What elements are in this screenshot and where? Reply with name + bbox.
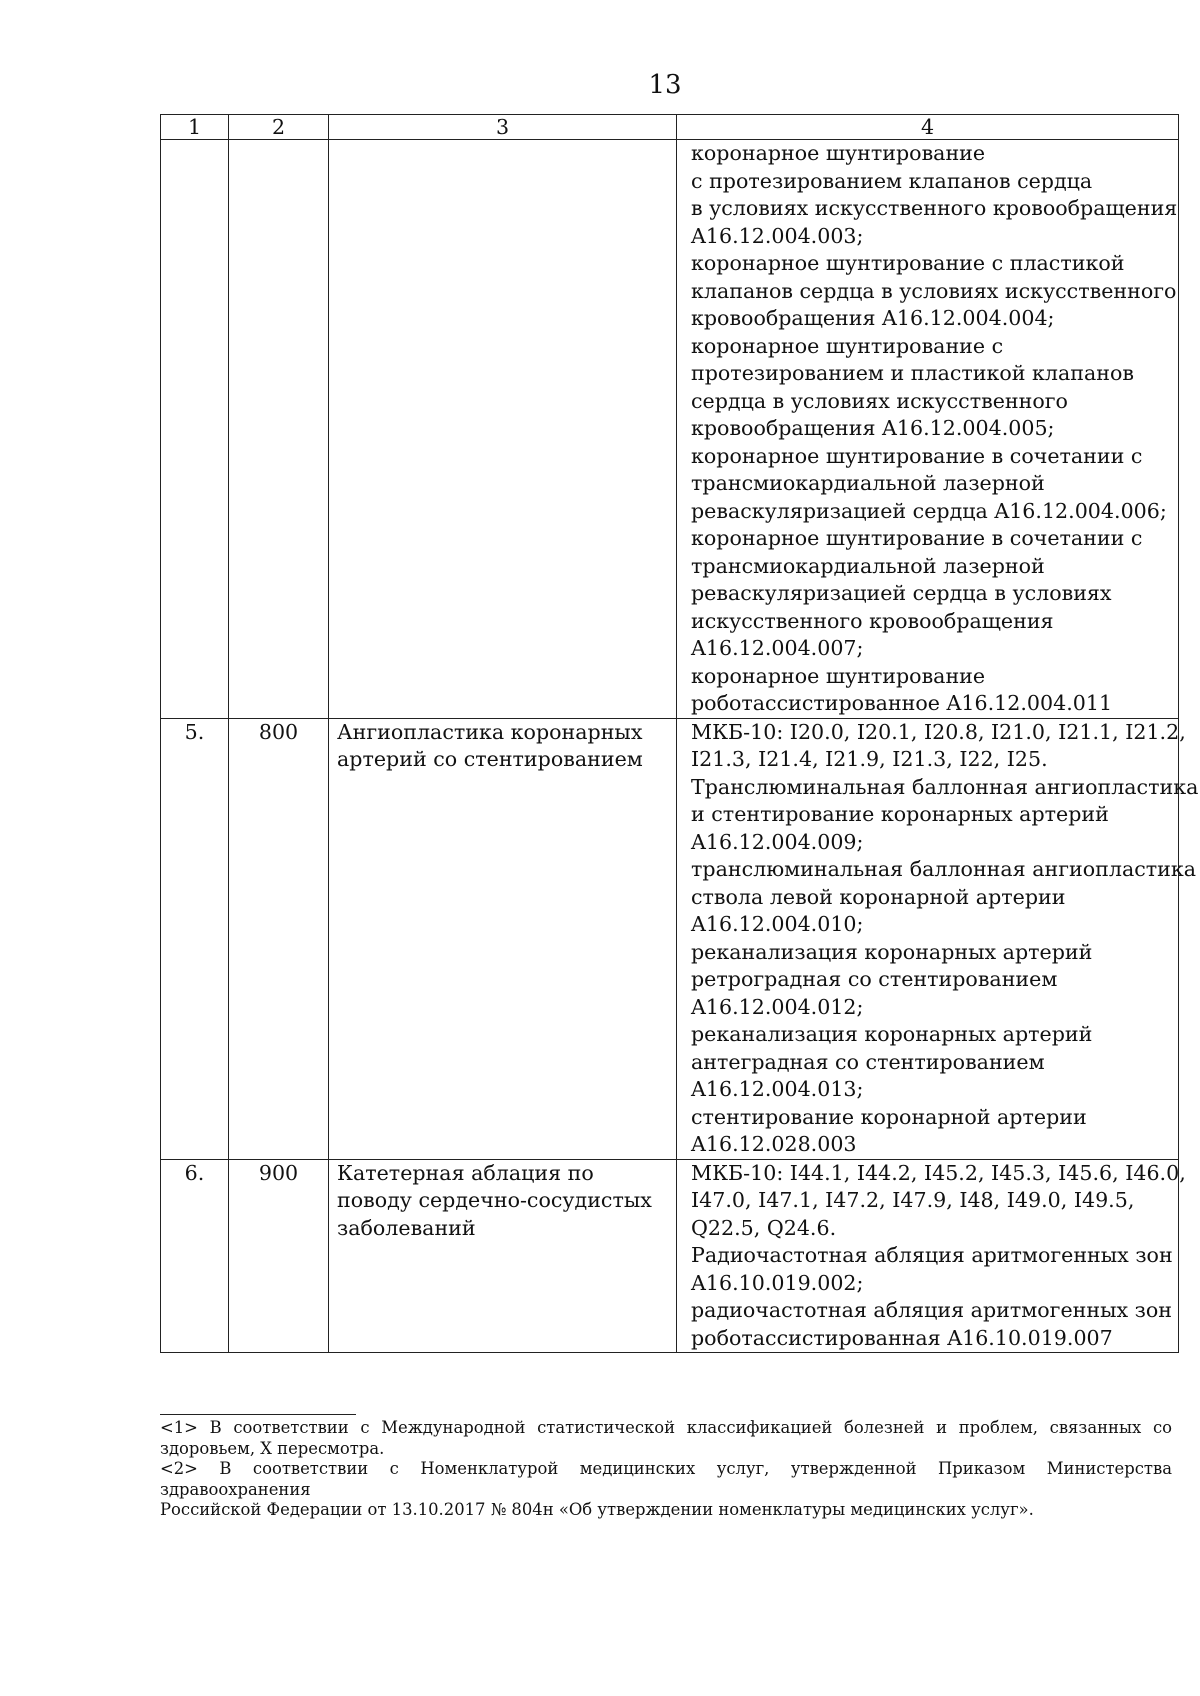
details-line: с протезированием клапанов сердца bbox=[691, 168, 1093, 193]
header-col-3: 3 bbox=[329, 115, 677, 140]
row-number: 6. bbox=[161, 1159, 229, 1353]
details-line: реканализация коронарных артерий bbox=[691, 939, 1093, 964]
row-service-name bbox=[329, 718, 677, 1159]
header-col-1: 1 bbox=[161, 115, 229, 140]
table-body bbox=[161, 115, 1199, 1353]
row-service-name bbox=[329, 1159, 677, 1353]
details-line: коронарное шунтирование с bbox=[691, 333, 1004, 358]
footnote-2-line-2: Российской Федерации от 13.10.2017 № 804н «Об утверждении номенклатуры медицинских услуг». bbox=[160, 1500, 1034, 1519]
service-name-line: поводу сердечно-сосудистых bbox=[337, 1188, 652, 1212]
footnote-2-line-1: <2> В соответствии с Номенклатурой медицинских услуг, утвержденной Приказом Министерства здравоохранения bbox=[160, 1459, 1172, 1499]
details-line: ретроградная со стентированием bbox=[691, 967, 1058, 991]
details-line: протезированием и пластикой клапанов bbox=[691, 361, 1135, 385]
footnote-separator bbox=[160, 1414, 356, 1415]
details-line: клапанов сердца в условиях искусственного bbox=[691, 278, 1177, 303]
details-line: роботассистированная A16.10.019.007 bbox=[691, 1325, 1113, 1350]
page-number: 13 bbox=[648, 70, 682, 100]
details-line: A16.12.004.012; bbox=[691, 994, 864, 1019]
details-line: коронарное шунтирование в сочетании с bbox=[691, 526, 1143, 550]
details-line: A16.12.004.013; bbox=[691, 1077, 864, 1101]
row-code: 800 bbox=[229, 718, 329, 1159]
details-line: A16.12.004.003; bbox=[691, 223, 864, 248]
service-name-line: Катетерная аблация по bbox=[337, 1160, 594, 1185]
details-line: A16.12.028.003 bbox=[691, 1132, 857, 1156]
details-line: МКБ-10: I44.1, I44.2, I45.2, I45.3, I45.6, I46.0, bbox=[691, 1160, 1186, 1185]
footnotes bbox=[160, 1418, 1172, 1521]
row-service-name bbox=[329, 140, 677, 719]
details-line: коронарное шунтирование с пластикой bbox=[691, 251, 1125, 275]
header-col-4: 4 bbox=[677, 115, 1179, 140]
footnote-1-line-2: здоровьем, X пересмотра. bbox=[160, 1438, 385, 1458]
details-line: A16.12.004.007; bbox=[691, 636, 864, 660]
details-line: транслюминальная баллонная ангиопластика bbox=[691, 857, 1197, 881]
service-name-line: Ангиопластика коронарных bbox=[337, 719, 643, 744]
details-line: в условиях искусственного кровообращения bbox=[691, 196, 1178, 220]
details-line: антеградная со стентированием bbox=[691, 1049, 1045, 1074]
details-line: A16.10.019.002; bbox=[691, 1270, 864, 1295]
details-line: МКБ-10: I20.0, I20.1, I20.8, I21.0, I21.1, I21.2, bbox=[691, 719, 1186, 744]
details-line: кровообращения A16.12.004.004; bbox=[691, 306, 1055, 330]
details-line: радиочастотная абляция аритмогенных зон bbox=[691, 1298, 1173, 1322]
details-line: сердца в условиях искусственного bbox=[691, 388, 1068, 413]
details-line: коронарное шунтирование в сочетании с bbox=[691, 443, 1143, 468]
details-line: A16.12.004.010; bbox=[691, 912, 864, 936]
details-line: Транслюминальная баллонная ангиопластика bbox=[691, 774, 1199, 799]
footnote-1 bbox=[160, 1418, 1172, 1459]
details-line: I47.0, I47.1, I47.2, I47.9, I48, I49.0, I49.5, bbox=[691, 1188, 1135, 1212]
details-line: кровообращения A16.12.004.005; bbox=[691, 416, 1055, 440]
details-line: коронарное шунтирование bbox=[691, 663, 986, 688]
row-details bbox=[677, 140, 1179, 719]
row-code bbox=[229, 140, 329, 719]
footnote-1-line-1: <1> В соответствии с Международной статистической классификацией болезней и проблем, связанных со bbox=[160, 1418, 1172, 1437]
details-line: и стентирование коронарных артерий bbox=[691, 802, 1109, 826]
footnote-2 bbox=[160, 1459, 1172, 1521]
header-col-2: 2 bbox=[229, 115, 329, 140]
details-line: реваскуляризацией сердца в условиях bbox=[691, 581, 1112, 605]
row-details bbox=[677, 718, 1199, 1159]
details-line: реканализация коронарных артерий bbox=[691, 1022, 1093, 1046]
details-line: I21.3, I21.4, I21.9, I21.3, I22, I25. bbox=[691, 747, 1048, 771]
row-number bbox=[161, 140, 229, 719]
details-line: коронарное шунтирование bbox=[691, 141, 986, 165]
details-line: ствола левой коронарной артерии bbox=[691, 884, 1066, 909]
details-line: роботассистированное A16.12.004.011 bbox=[691, 691, 1113, 715]
details-line: трансмиокардиальной лазерной bbox=[691, 553, 1045, 578]
service-name-line: артерий со стентированием bbox=[337, 747, 643, 771]
row-details bbox=[677, 1159, 1186, 1353]
row-number: 5. bbox=[161, 718, 229, 1159]
details-line: Радиочастотная абляция аритмогенных зон bbox=[691, 1243, 1173, 1267]
table-row bbox=[161, 1159, 1179, 1353]
details-line: искусственного кровообращения bbox=[691, 608, 1054, 633]
row-code: 900 bbox=[229, 1159, 329, 1353]
services-table bbox=[160, 114, 1199, 1353]
service-name-line: заболеваний bbox=[337, 1215, 476, 1240]
details-line: стентирование коронарной артерии bbox=[691, 1104, 1087, 1129]
details-line: реваскуляризацией сердца A16.12.004.006; bbox=[691, 498, 1167, 523]
details-line: трансмиокардиальной лазерной bbox=[691, 471, 1045, 495]
table-row bbox=[161, 140, 1179, 719]
table-header-row bbox=[161, 115, 1179, 140]
table-row bbox=[161, 718, 1179, 1159]
details-line: A16.12.004.009; bbox=[691, 829, 864, 854]
details-line: Q22.5, Q24.6. bbox=[691, 1215, 837, 1240]
